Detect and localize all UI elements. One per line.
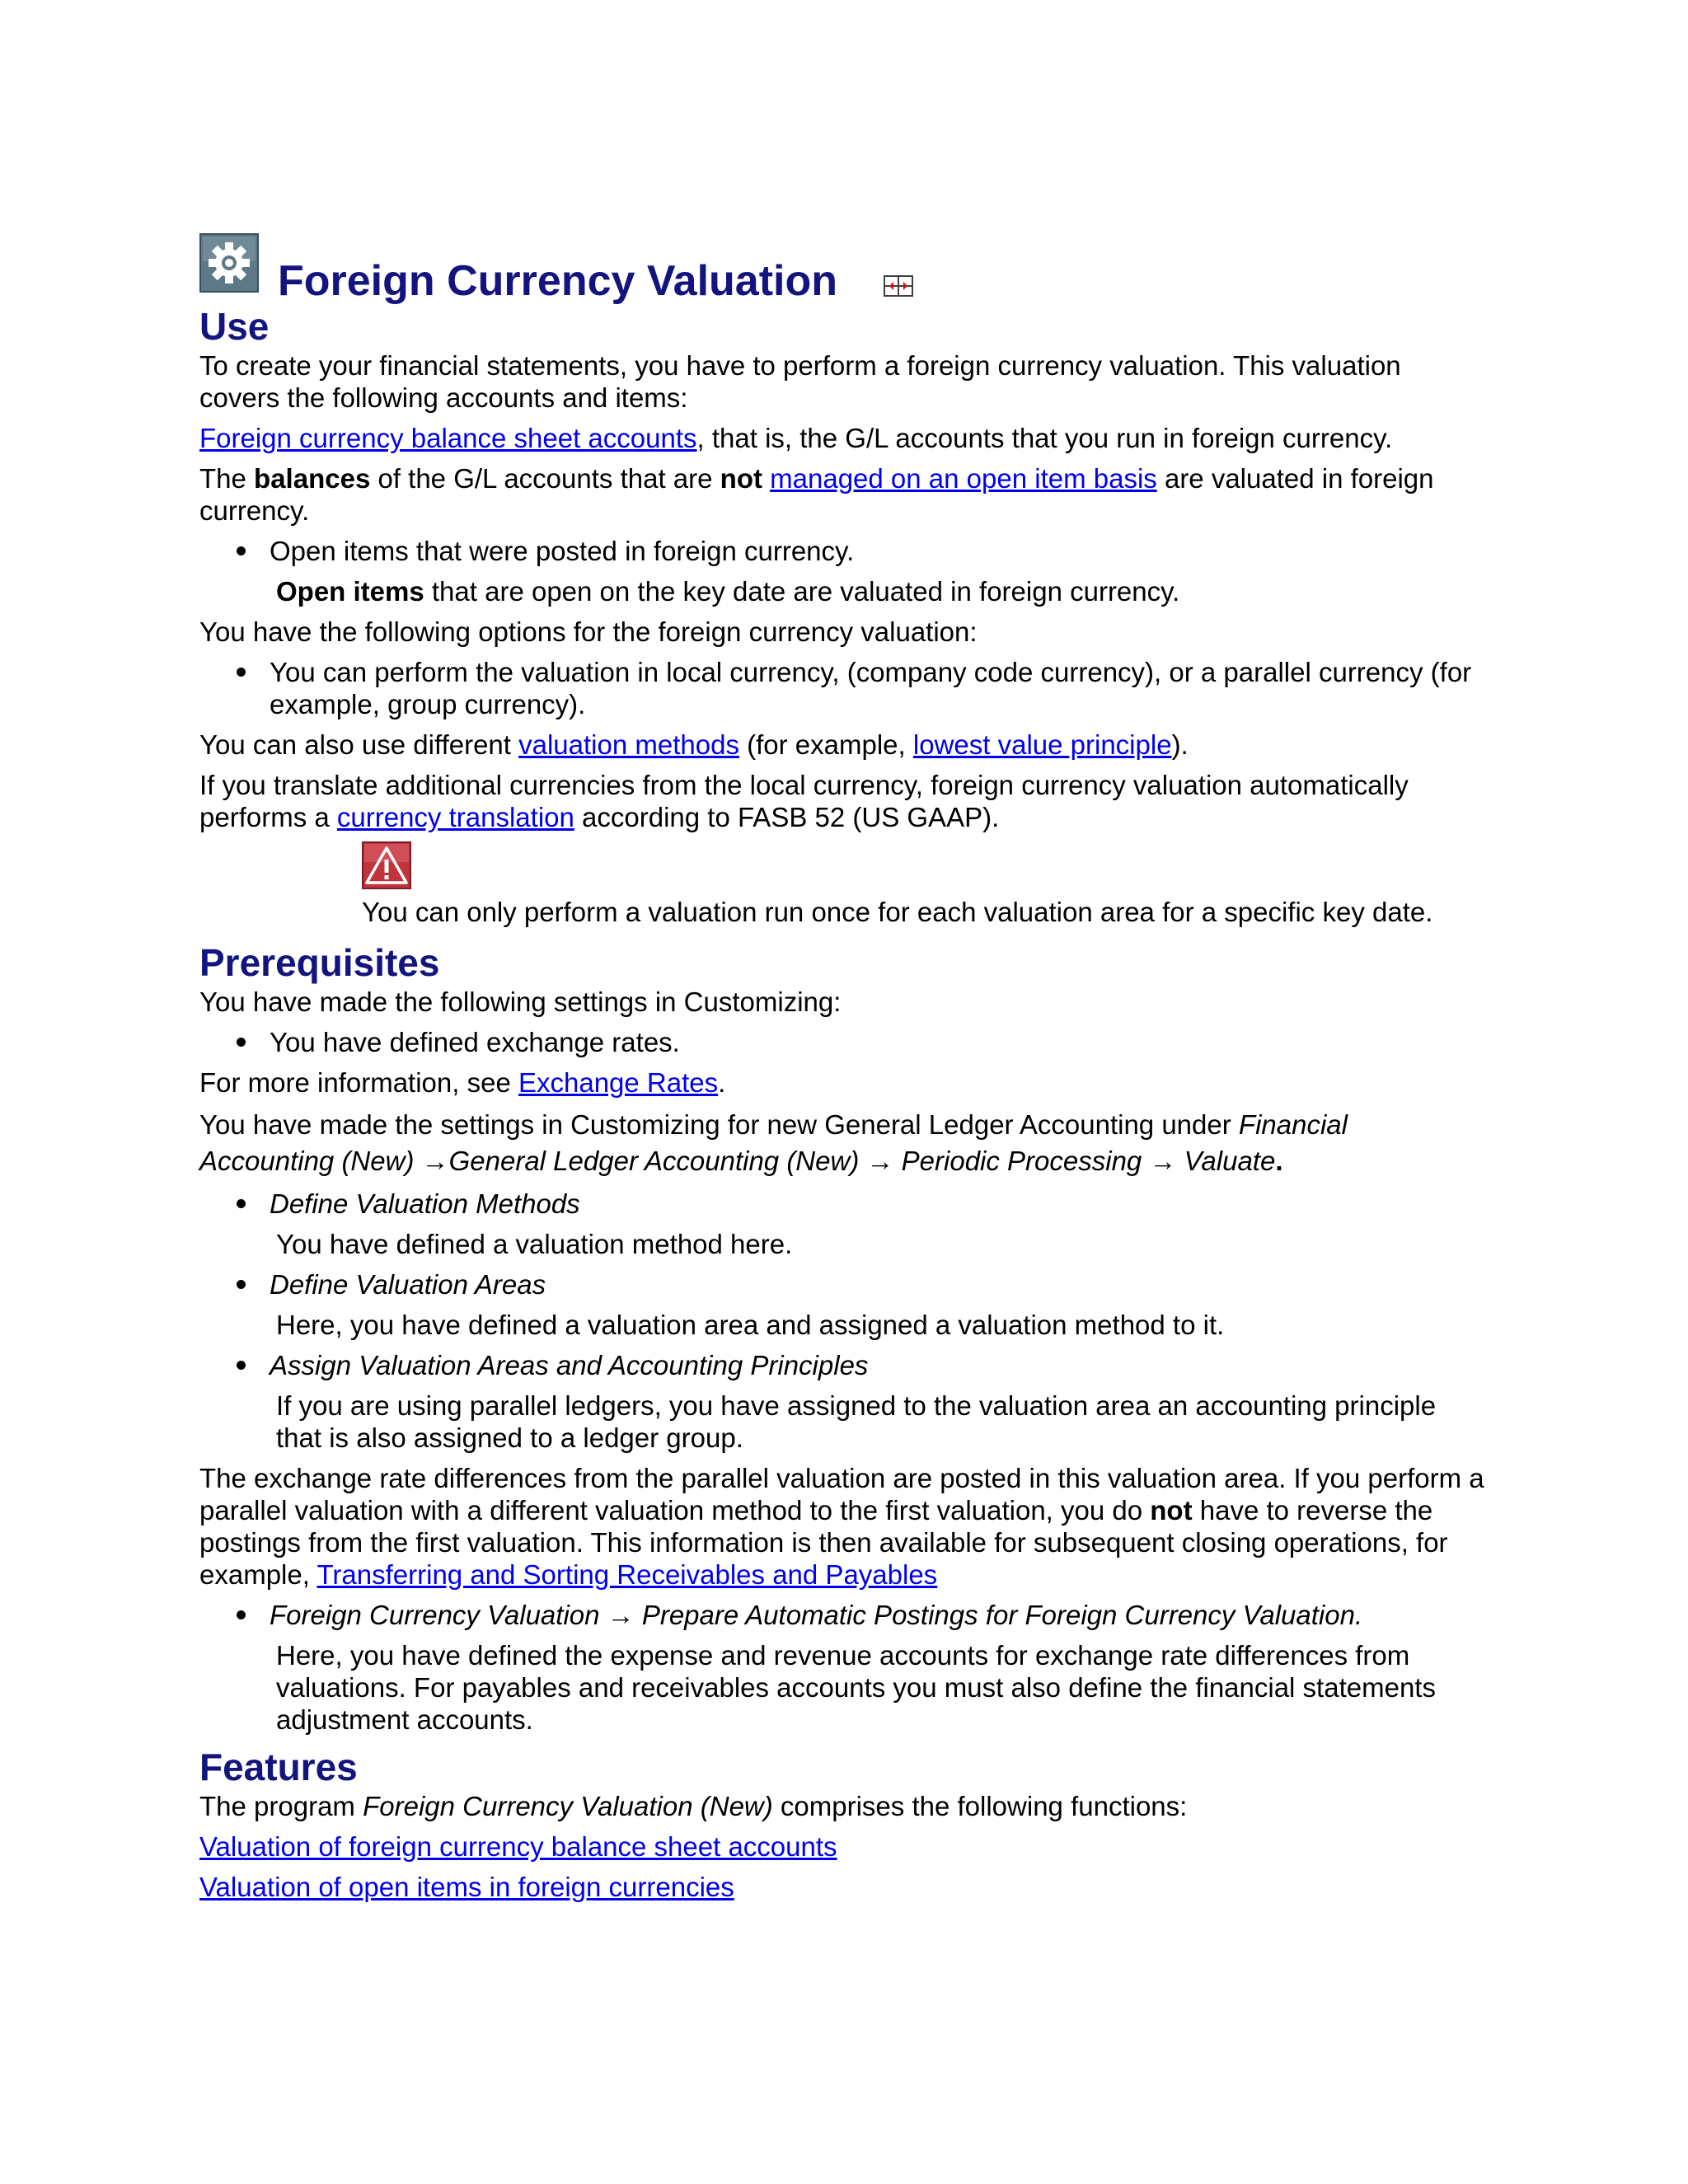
item-description: Here, you have defined a valuation area and assigned a valuation method to it. (276, 1310, 1225, 1340)
list-item: You can perform the valuation in local currency, (company code currency), or a parallel currency (for example, group currency). (199, 656, 1485, 720)
open-item-basis-link[interactable]: managed on an open item basis (770, 463, 1157, 494)
translation-paragraph: If you translate additional currencies from the local currency, foreign currency valuation automatically performs a currency translation according to FASB 52 (US GAAP). (199, 770, 1409, 832)
list-item: Open items that were posted in foreign currency. (199, 535, 1485, 567)
item-description: If you are using parallel ledgers, you have assigned to the valuation area an accounting principle that is also assigned to a ledger group. (276, 1390, 1437, 1453)
features-intro: The program Foreign Currency Valuation (New) comprises the following functions: (199, 1791, 1188, 1821)
page-title: Foreign Currency Valuation (278, 257, 838, 305)
features-heading: Features (199, 1746, 358, 1788)
methods-paragraph: You can also use different valuation methods (for example, lowest value principle). (199, 729, 1189, 760)
features-link-row (199, 1871, 1485, 1903)
options-list (199, 656, 1485, 720)
warning-note-text: You can only perform a valuation run once for each valuation area for a specific key date. (362, 897, 1433, 927)
list-item: Foreign Currency Valuation → Prepare Automatic Postings for Foreign Currency Valuation. (199, 1599, 1485, 1631)
customizing-path: Financial Accounting (New) →General Ledger Accounting (New) → Periodic Processing → Valuate (199, 1109, 1348, 1176)
currency-translation-link[interactable]: currency translation (336, 802, 574, 832)
list-item: Define Valuation Methods (199, 1188, 1485, 1220)
fc-accounts-paragraph: Foreign currency balance sheet accounts, that is, the G/L accounts that you run in foreign currency. (199, 423, 1393, 453)
warning-icon (362, 841, 411, 889)
differences-paragraph: The exchange rate differences from the parallel valuation are posted in this valuation area. If you perform a parallel valuation with a different valuation method to the first valuation, you do not have to reverse the postings from the first valuation. This information is then available for subsequent closing operations, for example, Transferring and Sorting Receivables and Payables (199, 1463, 1484, 1590)
open-items-valuation-link[interactable]: Valuation of open items in foreign currencies (199, 1872, 734, 1902)
structure-link-icon[interactable] (882, 273, 915, 299)
rates-list (199, 1026, 1485, 1058)
customizing-list (199, 1349, 1485, 1381)
transferring-sorting-link[interactable]: Transferring and Sorting Receivables and Payables (316, 1559, 938, 1590)
use-heading: Use (199, 305, 270, 348)
prereq-intro: You have made the following settings in Customizing: (199, 987, 842, 1017)
prerequisites-heading: Prerequisites (199, 941, 440, 984)
use-intro: To create your financial statements, you have to perform a foreign currency valuation. This valuation covers the following accounts and items: (199, 350, 1401, 413)
customizing-list (199, 1188, 1485, 1220)
customizing-list (199, 1268, 1485, 1301)
open-items-list (199, 535, 1485, 567)
customizing-path-paragraph: You have made the settings in Customizing for new General Ledger Accounting under Financial Accounting (New) →General Ledger Accounting (New) → Periodic Processing → Valuate. (199, 1109, 1348, 1176)
customizing-list (199, 1599, 1485, 1631)
balances-paragraph: The balances of the G/L accounts that are not managed on an open item basis are valuated in foreign currency. (199, 463, 1434, 526)
item-description: You have defined a valuation method here. (276, 1229, 793, 1259)
features-link-row (199, 1830, 1485, 1863)
balance-sheet-valuation-link[interactable]: Valuation of foreign currency balance sheet accounts (199, 1831, 837, 1862)
title-row (199, 233, 1485, 303)
item-description: Here, you have defined the expense and revenue accounts for exchange rate differences from valuations. For payables and receivables accounts you must also define the financial statements adjustment accounts. (276, 1640, 1436, 1735)
fc-accounts-link[interactable]: Foreign currency balance sheet accounts (199, 423, 697, 453)
exchange-rates-link[interactable]: Exchange Rates (518, 1067, 719, 1098)
list-item: Define Valuation Areas (199, 1268, 1485, 1301)
more-info-paragraph: For more information, see Exchange Rates. (199, 1067, 726, 1098)
gear-icon (199, 233, 259, 293)
document-body (199, 233, 1485, 1911)
options-intro: You have the following options for the foreign currency valuation: (199, 616, 978, 647)
open-items-paragraph: Open items that are open on the key date are valuated in foreign currency. (276, 576, 1180, 607)
list-item: Assign Valuation Areas and Accounting Principles (199, 1349, 1485, 1381)
valuation-methods-link[interactable]: valuation methods (518, 729, 739, 760)
list-item: You have defined exchange rates. (199, 1026, 1485, 1058)
warning-note (199, 841, 1485, 928)
lowest-value-principle-link[interactable]: lowest value principle (912, 729, 1172, 760)
